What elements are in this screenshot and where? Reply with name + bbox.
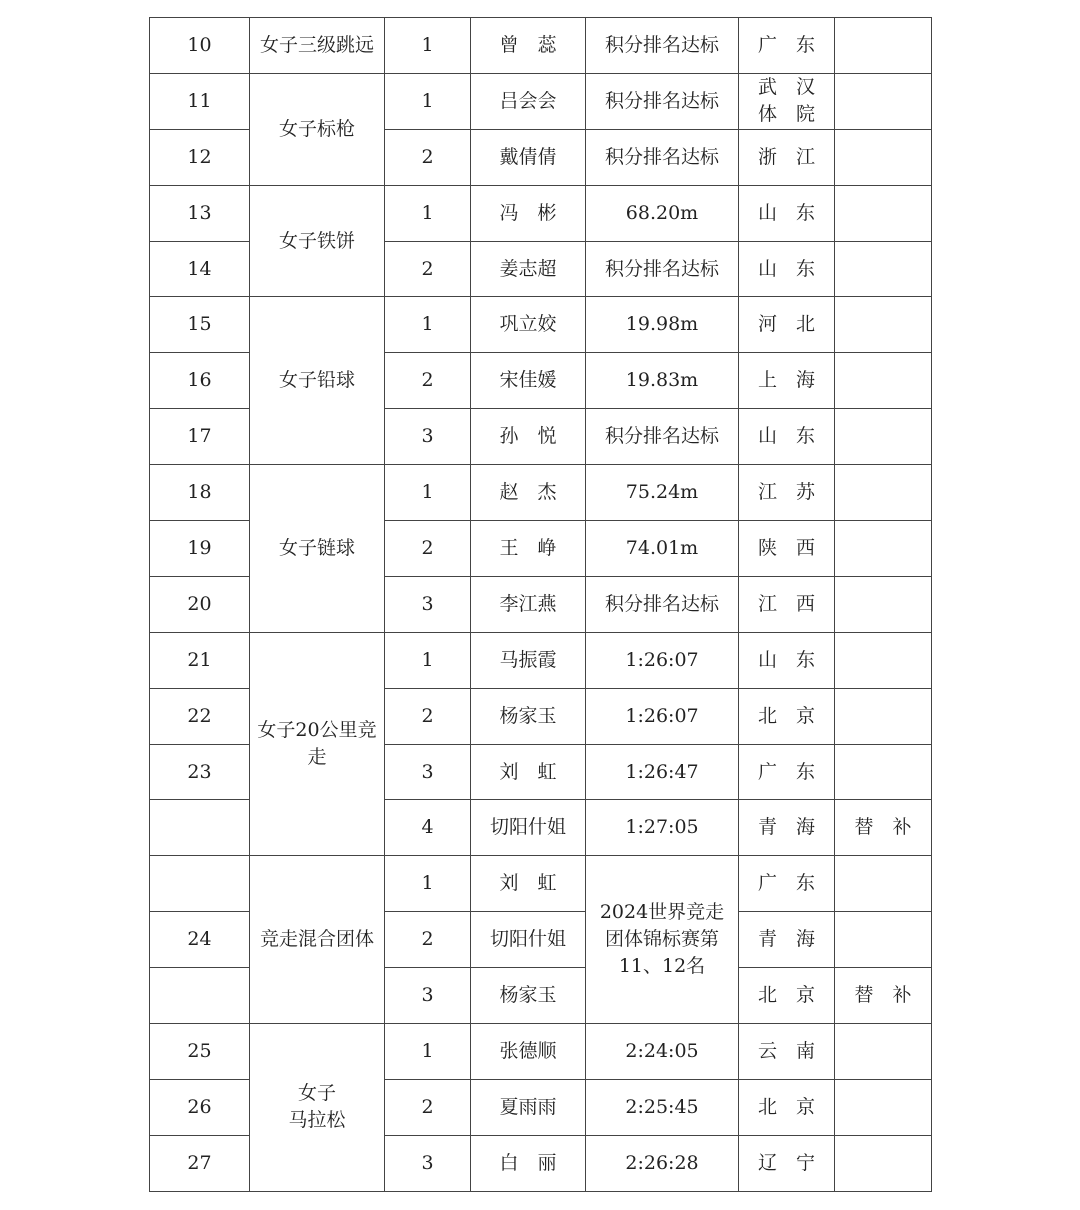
result-cell: 1:26:07 [586,688,739,744]
region-cell: 上 海 [739,353,835,409]
result-cell: 19.98m [586,297,739,353]
event-cell: 女子三级跳远 [250,18,385,74]
athlete-name-cell: 马振霞 [471,632,586,688]
note-cell [835,576,932,632]
note-cell [835,18,932,74]
row-number-cell: 10 [150,18,250,74]
region-cell: 山 东 [739,185,835,241]
athlete-name-cell: 白 丽 [471,1135,586,1191]
region-cell: 江 苏 [739,465,835,521]
rank-cell: 3 [385,409,471,465]
region-cell: 北 京 [739,688,835,744]
result-cell: 1:26:47 [586,744,739,800]
table-row [150,185,932,241]
note-cell [835,185,932,241]
row-number-cell: 15 [150,297,250,353]
row-number-cell: 16 [150,353,250,409]
rank-cell: 2 [385,521,471,577]
row-number-cell [150,800,250,856]
rank-cell: 1 [385,1024,471,1080]
region-cell: 辽 宁 [739,1135,835,1191]
result-cell: 积分排名达标 [586,73,739,129]
note-cell [835,1079,932,1135]
table-body [150,18,932,1192]
event-cell: 女子铅球 [250,297,385,465]
note-cell [835,297,932,353]
region-cell: 浙 江 [739,129,835,185]
athlete-name-cell: 宋佳媛 [471,353,586,409]
rank-cell: 3 [385,744,471,800]
athlete-name-cell: 吕会会 [471,73,586,129]
athlete-name-cell: 冯 彬 [471,185,586,241]
athlete-name-cell: 张德顺 [471,1024,586,1080]
note-cell [835,744,932,800]
result-cell: 积分排名达标 [586,409,739,465]
row-number-cell: 26 [150,1079,250,1135]
athlete-roster-table [149,17,932,1192]
note-cell [835,353,932,409]
athlete-name-cell: 孙 悦 [471,409,586,465]
region-cell: 武 汉 体 院 [739,73,835,129]
region-cell: 广 东 [739,856,835,912]
region-cell: 青 海 [739,800,835,856]
rank-cell: 1 [385,73,471,129]
result-cell: 积分排名达标 [586,129,739,185]
region-cell: 青 海 [739,912,835,968]
rank-cell: 1 [385,632,471,688]
athlete-name-cell: 曾 蕊 [471,18,586,74]
table-row [150,18,932,74]
note-cell [835,241,932,297]
row-number-cell: 13 [150,185,250,241]
athlete-name-cell: 王 峥 [471,521,586,577]
region-cell: 北 京 [739,968,835,1024]
row-number-cell: 24 [150,912,250,968]
row-number-cell: 20 [150,576,250,632]
result-cell: 2:25:45 [586,1079,739,1135]
rank-cell: 2 [385,241,471,297]
region-cell: 山 东 [739,409,835,465]
table-row [150,632,932,688]
region-cell: 河 北 [739,297,835,353]
result-cell: 2:24:05 [586,1024,739,1080]
rank-cell: 1 [385,18,471,74]
rank-cell: 1 [385,297,471,353]
table-row [150,297,932,353]
row-number-cell: 18 [150,465,250,521]
result-cell: 积分排名达标 [586,576,739,632]
note-cell [835,409,932,465]
rank-cell: 2 [385,688,471,744]
result-cell: 积分排名达标 [586,241,739,297]
result-cell: 75.24m [586,465,739,521]
region-cell: 江 西 [739,576,835,632]
row-number-cell: 22 [150,688,250,744]
result-cell: 1:27:05 [586,800,739,856]
athlete-name-cell: 戴倩倩 [471,129,586,185]
rank-cell: 3 [385,576,471,632]
note-cell: 替 补 [835,968,932,1024]
rank-cell: 2 [385,353,471,409]
rank-cell: 4 [385,800,471,856]
athlete-name-cell: 刘 虹 [471,744,586,800]
rank-cell: 2 [385,129,471,185]
note-cell [835,129,932,185]
region-cell: 山 东 [739,241,835,297]
row-number-cell: 14 [150,241,250,297]
rank-cell: 3 [385,1135,471,1191]
region-cell: 山 东 [739,632,835,688]
rank-cell: 2 [385,1079,471,1135]
result-cell: 68.20m [586,185,739,241]
rank-cell: 3 [385,968,471,1024]
row-number-cell: 17 [150,409,250,465]
athlete-name-cell: 巩立姣 [471,297,586,353]
region-cell: 广 东 [739,744,835,800]
event-cell: 女子 马拉松 [250,1024,385,1192]
event-cell: 女子标枪 [250,73,385,185]
note-cell: 替 补 [835,800,932,856]
rank-cell: 1 [385,185,471,241]
note-cell [835,1024,932,1080]
region-cell: 北 京 [739,1079,835,1135]
table-row [150,465,932,521]
athlete-name-cell: 杨家玉 [471,968,586,1024]
athlete-name-cell: 姜志超 [471,241,586,297]
region-cell: 云 南 [739,1024,835,1080]
result-cell: 积分排名达标 [586,18,739,74]
athlete-name-cell: 赵 杰 [471,465,586,521]
event-cell: 女子20公里竞走 [250,632,385,856]
note-cell [835,465,932,521]
event-cell: 女子链球 [250,465,385,633]
row-number-cell: 27 [150,1135,250,1191]
result-cell: 1:26:07 [586,632,739,688]
note-cell [835,856,932,912]
region-cell: 广 东 [739,18,835,74]
result-cell: 74.01m [586,521,739,577]
note-cell [835,73,932,129]
rank-cell: 2 [385,912,471,968]
result-cell: 2:26:28 [586,1135,739,1191]
row-number-cell: 21 [150,632,250,688]
row-number-cell: 19 [150,521,250,577]
result-cell: 19.83m [586,353,739,409]
athlete-name-cell: 李江燕 [471,576,586,632]
athlete-name-cell: 夏雨雨 [471,1079,586,1135]
note-cell [835,521,932,577]
athlete-name-cell: 切阳什姐 [471,912,586,968]
row-number-cell [150,856,250,912]
note-cell [835,632,932,688]
region-cell: 陕 西 [739,521,835,577]
athlete-name-cell: 杨家玉 [471,688,586,744]
note-cell [835,688,932,744]
rank-cell: 1 [385,465,471,521]
event-cell: 女子铁饼 [250,185,385,297]
athlete-name-cell: 切阳什姐 [471,800,586,856]
event-cell: 竞走混合团体 [250,856,385,1024]
athlete-name-cell: 刘 虹 [471,856,586,912]
row-number-cell: 12 [150,129,250,185]
table-row [150,1024,932,1080]
result-cell: 2024世界竞走团体锦标赛第11、12名 [586,856,739,1024]
note-cell [835,912,932,968]
row-number-cell: 11 [150,73,250,129]
table-row [150,856,932,912]
table-row [150,73,932,129]
row-number-cell [150,968,250,1024]
row-number-cell: 25 [150,1024,250,1080]
rank-cell: 1 [385,856,471,912]
note-cell [835,1135,932,1191]
row-number-cell: 23 [150,744,250,800]
